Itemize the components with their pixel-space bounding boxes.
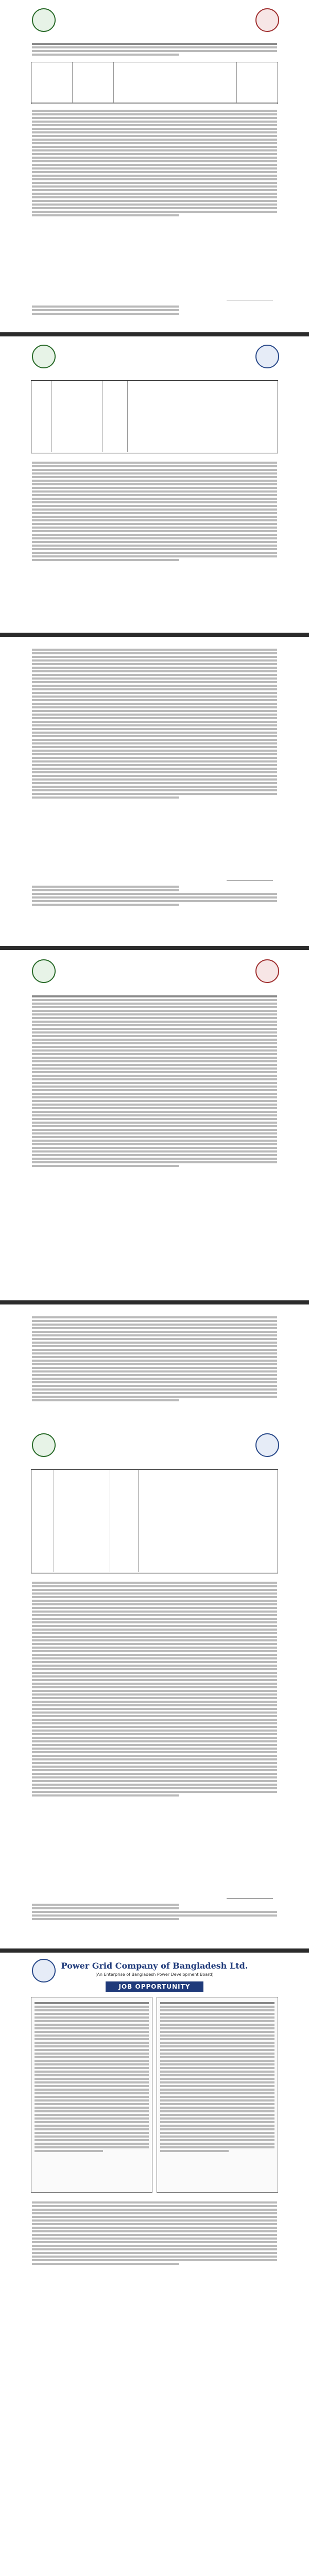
signature xyxy=(227,289,273,300)
pgcb-job-advertisement xyxy=(0,1953,309,2576)
department-logo xyxy=(255,1433,279,1457)
department-logo xyxy=(255,8,279,32)
notice-document-1 xyxy=(0,0,309,332)
government-logo xyxy=(32,959,56,983)
position-column xyxy=(31,1997,152,2193)
government-logo xyxy=(32,1433,56,1457)
job-opportunity-banner: JOB OPPORTUNITY xyxy=(106,1981,203,1992)
government-logo xyxy=(32,345,56,368)
signature xyxy=(227,1887,273,1899)
qualification-column xyxy=(157,1997,278,2193)
company-name: Power Grid Company of Bangladesh Ltd. xyxy=(61,1961,248,1971)
company-subtitle: (An Enterprise of Bangladesh Power Development Board) xyxy=(95,1972,214,1977)
notice-document-5 xyxy=(0,1304,309,1948)
notice-document-4 xyxy=(0,950,309,1300)
department-logo xyxy=(255,959,279,983)
notice-document-3 xyxy=(0,637,309,946)
government-logo xyxy=(32,8,56,32)
department-logo xyxy=(255,345,279,368)
signature xyxy=(227,869,273,880)
notice-document-2 xyxy=(0,336,309,633)
